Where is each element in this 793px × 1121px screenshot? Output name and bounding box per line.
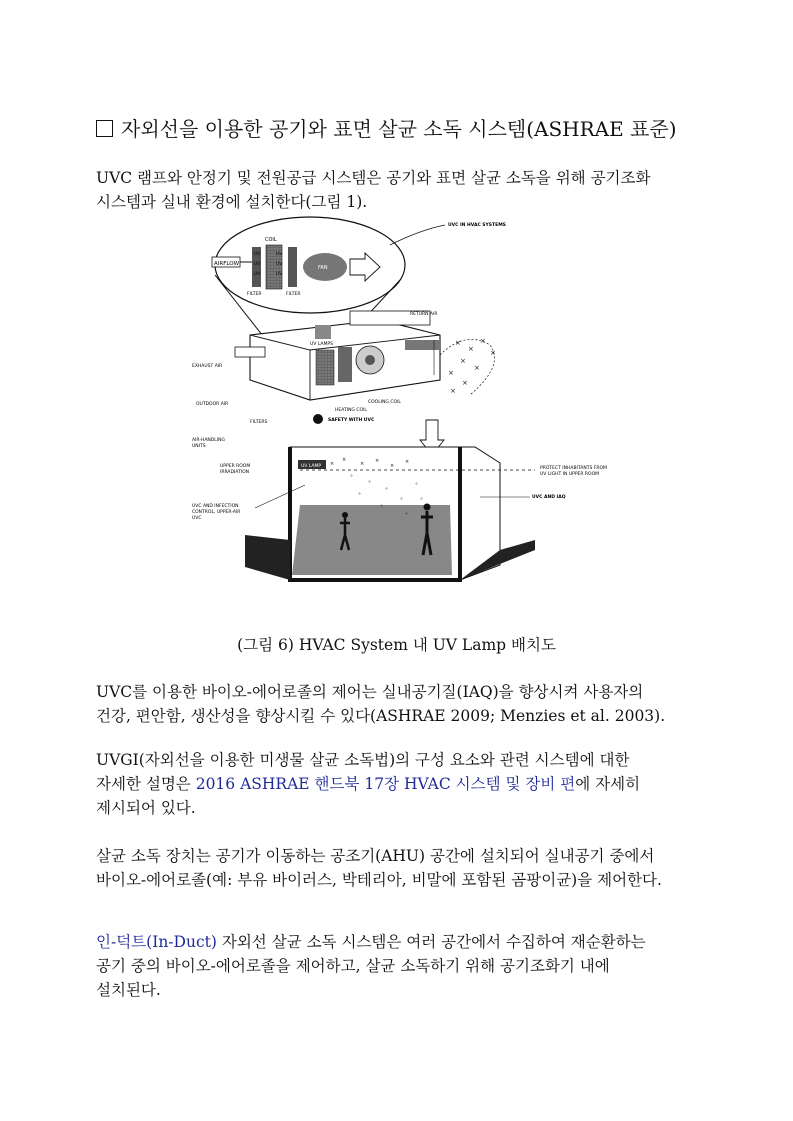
svg-text:×: ×: [375, 458, 380, 464]
heating-coil-label: HEATING COIL: [335, 408, 367, 413]
uv-tag-4: UV: [276, 252, 283, 257]
in-duct-link[interactable]: 인-덕트(In-Duct): [96, 933, 217, 951]
p2-line-1: UVC를 이용한 바이오-에어로졸의 제어는 실내공기질(IAQ)을 향상시켜 사용자의: [96, 683, 644, 701]
safety-with-uvc-label: SAFETY WITH UVC: [328, 418, 375, 423]
coil-label: COIL: [265, 237, 277, 243]
svg-text:×: ×: [474, 364, 480, 372]
filter-label-1: FILTER: [247, 292, 262, 297]
particle-trail: [448, 337, 496, 395]
filter-label-2: FILTER: [286, 292, 301, 297]
svg-text:∘: ∘: [368, 479, 372, 485]
svg-text:∘: ∘: [380, 503, 384, 509]
hvac-uv-lamp-diagram: [190, 215, 610, 610]
intro-paragraph: [96, 166, 716, 214]
p5-line-2: 공기 중의 바이오-에어로졸을 제어하고, 살균 소독하기 위해 공기조화기 내에: [96, 957, 610, 975]
intro-line-2: 시스템과 실내 환경에 설치한다(그림 1).: [96, 193, 368, 211]
airflow-label: AIRFLOW: [214, 261, 240, 267]
uvc-in-hvac-label: UVC IN HVAC SYSTEMS: [448, 223, 506, 228]
svg-text:×: ×: [462, 379, 468, 387]
air-handling-label-1: AIR-HANDLING: [192, 438, 225, 443]
uv-lamp-label: UV LAMP: [301, 464, 322, 469]
return-air-label: RETURN AIR: [410, 312, 438, 317]
protect-label-2: UV LIGHT IN UPPER ROOM: [540, 472, 600, 477]
upper-room-label-1: UPPER ROOM: [220, 464, 251, 469]
p2-line-2: 건강, 편안함, 생산성을 향상시킬 수 있다(ASHRAE 2009; Menzies et al. 2003).: [96, 707, 666, 725]
heading-text: 자외선을 이용한 공기와 표면 살균 소독 시스템(ASHRAE 표준): [121, 117, 677, 141]
svg-text:×: ×: [490, 349, 496, 357]
safety-lock-icon: [313, 414, 323, 424]
svg-text:×: ×: [455, 339, 461, 347]
outdoor-air-label: OUTDOOR AIR: [196, 402, 229, 407]
section-heading: [96, 114, 716, 144]
paragraph-3: [96, 748, 716, 820]
filter-2: [288, 247, 297, 287]
room-illustration: [245, 447, 535, 580]
uv-tag-5: UV: [276, 262, 283, 267]
uv-tag-2: UV: [254, 262, 261, 267]
checkbox-square-icon: [96, 120, 113, 137]
svg-text:∘: ∘: [405, 511, 409, 517]
svg-text:×: ×: [450, 387, 456, 395]
p3-line-1: UVGI(자외선을 이용한 미생물 살균 소독법)의 구성 요소와 관련 시스템에 대한: [96, 751, 630, 769]
p3-line-2: [96, 772, 716, 796]
svg-text:∘: ∘: [358, 491, 362, 497]
paragraph-4: [96, 844, 716, 892]
svg-text:∘: ∘: [400, 496, 404, 502]
paragraph-5: [96, 930, 716, 1002]
p5-line-1: [96, 930, 716, 954]
uv-tag-1: UV: [254, 252, 261, 257]
air-handling-label-2: UNITS: [192, 444, 206, 449]
intro-line-1: UVC 램프와 안정기 및 전원공급 시스템은 공기와 표면 살균 소독을 위해 공기조화: [96, 169, 651, 187]
svg-text:∘: ∘: [415, 481, 419, 487]
infection-label-3: UVC: [192, 516, 202, 521]
p5-line-1-post: 자외선 살균 소독 시스템은 여러 공간에서 수집하여 재순환하는: [216, 933, 646, 951]
fan-label: FAN: [318, 265, 328, 271]
svg-text:×: ×: [330, 461, 335, 467]
svg-text:×: ×: [342, 457, 347, 463]
p3-line-2-pre: 자세한 설명은: [96, 775, 196, 793]
svg-text:∘: ∘: [420, 496, 424, 502]
upper-room-label-2: IRRADIATION: [220, 470, 249, 475]
paragraph-2: [96, 680, 716, 728]
svg-text:×: ×: [468, 345, 474, 353]
exhaust-air-label: EXHAUST AIR: [192, 364, 223, 369]
svg-text:×: ×: [405, 459, 410, 465]
protect-label-1: PROTECT INHABITANTS FROM: [540, 466, 607, 471]
p4-line-2: 바이오-에어로졸(예: 부유 바이러스, 박테리아, 비말에 포함된 곰팡이균)을 제어한다.: [96, 871, 662, 889]
p3-line-2-post: 에 자세히: [575, 775, 641, 793]
svg-text:×: ×: [480, 337, 486, 345]
uv-lamps-label: UV LAMPS: [310, 342, 333, 347]
p3-line-3: 제시되어 있다.: [96, 799, 196, 817]
svg-text:×: ×: [390, 463, 395, 469]
svg-text:×: ×: [460, 357, 466, 365]
figure-caption: (그림 6) HVAC System 내 UV Lamp 배치도: [237, 636, 556, 654]
infection-label-2: CONTROL, UPPER-AIR: [192, 510, 241, 515]
cooling-coil-label: COOLING COIL: [368, 400, 401, 405]
svg-text:∘: ∘: [350, 473, 354, 479]
uv-tag-6: UV: [276, 272, 283, 277]
uvc-iaq-label: UVC AND IAQ: [532, 495, 566, 500]
svg-text:×: ×: [448, 369, 454, 377]
p4-line-1: 살균 소독 장치는 공기가 이동하는 공조기(AHU) 공간에 설치되어 실내공기 중에서: [96, 847, 655, 865]
handbook-reference-link[interactable]: 2016 ASHRAE 핸드북 17장 HVAC 시스템 및 장비 편: [195, 775, 576, 793]
svg-text:∘: ∘: [385, 486, 389, 492]
filters-label: FILTERS: [250, 420, 268, 425]
uv-tag-3: UV: [254, 272, 261, 277]
svg-text:×: ×: [360, 461, 365, 467]
infection-label-1: UVC AND INFECTION: [192, 504, 239, 509]
p5-line-3: 설치된다.: [96, 981, 161, 999]
